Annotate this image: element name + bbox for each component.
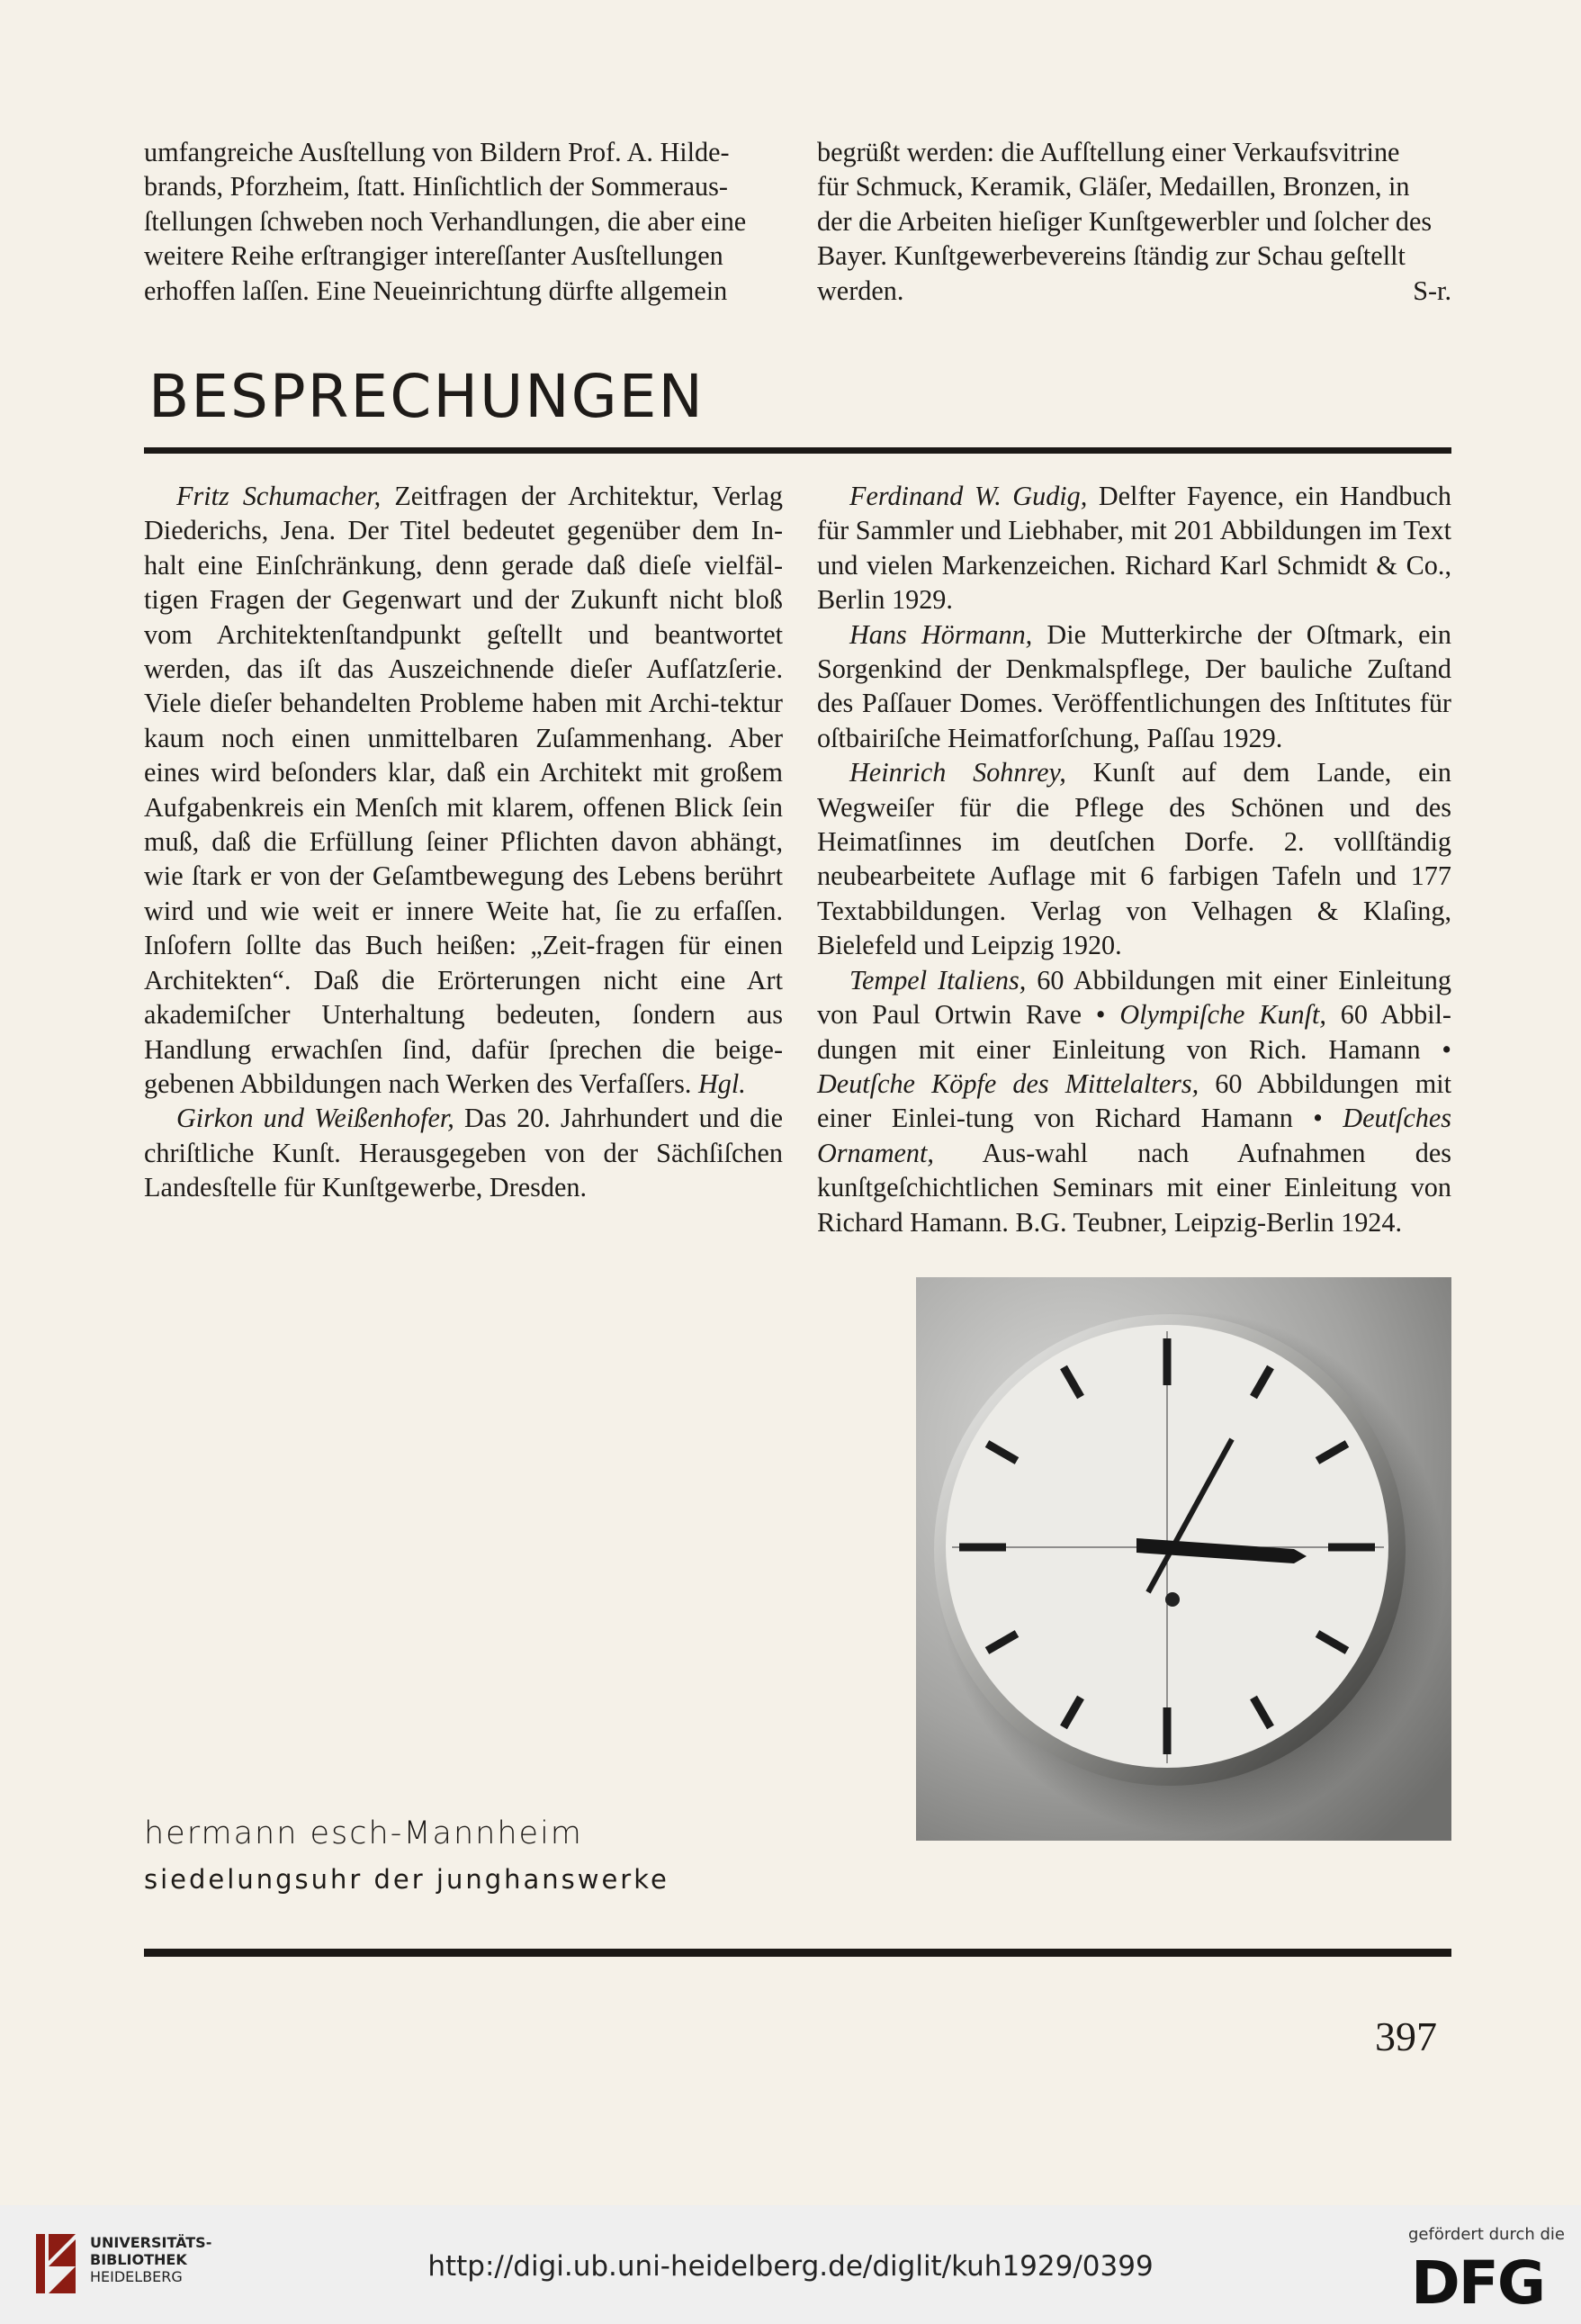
review-entry — [144, 1101, 783, 1204]
author-signature: S-r. — [1413, 275, 1451, 306]
review-text: Zeitfragen der Architektur, Verlag Diederichs, Jena. Der Titel bedeutet gegenüber dem In-halt eine Einſchränkung, denn gerade daß dieſe vielfäl-tigen Fragen der Gegenwart und der Zukunft nicht bloß vom Architektenſtandpunkt geſtellt und beantwortet werden, das iſt das Auszeichnende dieſer Aufſatzſerie. Viele dieſer behandelten Probleme haben mit Archi-tektur kaum noch einen unmittelbaren Zuſammenhang. Aber eines wird beſonders klar, daß ein Architekt mit großem Aufgabenkreis ein Menſch mit klarem, offenen Blick ſein muß, daß die Erfüllung ſeiner Pflichten davon abhängt, wie ſtark er von der Geſamtbewegung des Lebens berührt wird und wie weit er innere Weite hat, ſie zu erfaſſen. Inſofern ſollte das Buch heißen: „Zeit-fragen für einen Architekten“. Daß die Erörterungen nicht eine Art akademiſcher Unterhaltung bedeuten, ſondern aus Handlung erwachſen ſind, dafür ſprechen die beige-gebenen Abbildungen nach Werken des Verfaſſers. — [144, 481, 783, 1099]
intro-left-column — [144, 135, 783, 308]
review-author: Girkon und Weißenhofer, — [176, 1103, 454, 1134]
review-title: Olympiſche Kunſt, — [1119, 999, 1326, 1031]
review-title: Deutſche Köpfe des Mittelalters, — [817, 1067, 1199, 1099]
review-text: Die Mutterkirche der Oſtmark, ein Sorgenkind der Denkmalspflege, Der bauliche Zuſtand des Paſſauer Domes. Veröffentlichungen des Inſtitutes für oſtbairiſche Heimatforſchung, Paſſau 1929. — [817, 618, 1451, 753]
intro-right-column — [817, 135, 1451, 308]
review-title: Tempel Italiens, — [849, 964, 1027, 995]
review-signature: Hgl. — [697, 1067, 746, 1099]
review-author: Hans Hörmann, — [849, 618, 1033, 650]
review-entry — [817, 479, 1451, 617]
review-entry — [817, 963, 1451, 1239]
review-entry — [817, 617, 1451, 756]
page-number: 397 — [1375, 2013, 1437, 2059]
review-text: Das 20. Jahrhundert und die chriſtliche Kunſt. Herausgegeben von der Sächſiſchen Landesſtelle für Kunſtgewerbe, Dresden. — [144, 1103, 783, 1203]
library-name-line: BIBLIOTHEK — [90, 2251, 187, 2268]
text-line: brands, Pforzheim, ſtatt. Hinſichtlich der Sommeraus- — [144, 171, 728, 203]
permalink[interactable]: http://digi.ub.uni-heidelberg.de/diglit/kuh1929/0399 — [427, 2250, 1154, 2283]
reviews-right-column — [817, 479, 1451, 1239]
text-line: umfangreiche Ausſtellung von Bildern Prof. A. Hilde- — [144, 137, 730, 167]
text-line: weitere Reihe erſtrangiger intereſſanter Ausſtellungen — [144, 240, 723, 272]
text-fragment: werden. — [817, 275, 904, 306]
text-line: ſtellungen ſchweben noch Verhandlungen, die aber eine — [144, 205, 747, 237]
dfg-logo: DFG — [1411, 2248, 1545, 2318]
review-entry — [144, 479, 783, 1101]
text-line: für Schmuck, Keramik, Gläſer, Medaillen, Bronzen, in — [817, 171, 1410, 203]
photo-caption-title: hermann esch-Mannheim — [144, 1815, 583, 1851]
text-line: begrüßt werden: die Aufſtellung einer Verkaufsvitrine — [817, 137, 1400, 167]
review-text: Kunſt auf dem Lande, ein Wegweiſer für die Pflege des Schönen und des Heimatſinnes im deutſchen Dorfe. 2. vollſtändig neubearbeitete Auflage mit 6 farbigen Tafeln und 177 Textabbildungen. Verlag von Velhagen & Klaſing, Bielefeld und Leipzig 1920. — [817, 757, 1451, 961]
library-name-line: HEIDELBERG — [90, 2268, 183, 2285]
text-line: erhoffen laſſen. Eine Neueinrichtung dürfte allgemein — [144, 275, 728, 306]
photo-caption-subtitle: siedelungsuhr der junghanswerke — [144, 1864, 669, 1895]
bottom-rule — [144, 1949, 1451, 1957]
text-line: Bayer. Kunſtgewerbevereins ſtändig zur Schau geſtellt — [817, 240, 1406, 272]
reviews-left-column — [144, 479, 783, 1205]
review-text: 60 Abbildungen mit einer Einleitung von Paul Ortwin Rave • — [817, 964, 1451, 1031]
library-name-line: UNIVERSITÄTS- — [90, 2234, 212, 2251]
review-text: Aus-wahl nach Aufnahmen des kunſtgeſchichtlichen Seminars mit einer Einleitung von Richard Hamann. B.G. Teubner, Leipzig-Berlin 1924. — [817, 1137, 1451, 1238]
review-author: Fritz Schumacher, — [176, 481, 382, 511]
review-text: Delfter Fayence, ein Handbuch für Sammler und Liebhaber, mit 201 Abbildungen im Text und vielen Markenzeichen. Richard Karl Schmidt & Co., Berlin 1929. — [817, 481, 1451, 616]
review-entry — [817, 755, 1451, 962]
clock-photograph — [916, 1277, 1451, 1841]
review-title: Deutſches Ornament, — [817, 1103, 1451, 1168]
review-text: 60 Abbil-dungen mit einer Einleitung von Rich. Hamann • — [817, 999, 1451, 1065]
section-heading: BESPRECHUNGEN — [148, 362, 705, 431]
review-text: 60 Abbildungen mit einer Einlei-tung von Richard Hamann • — [817, 1067, 1451, 1134]
text-line — [817, 274, 1451, 308]
review-author: Ferdinand W. Gudig, — [849, 481, 1088, 511]
heading-rule — [144, 447, 1451, 454]
funding-caption: gefördert durch die — [1408, 2225, 1565, 2244]
review-author: Heinrich Sohnrey, — [849, 757, 1066, 788]
text-line: der die Arbeiten hieſiger Kunſtgewerbler und ſolcher des — [817, 205, 1433, 237]
